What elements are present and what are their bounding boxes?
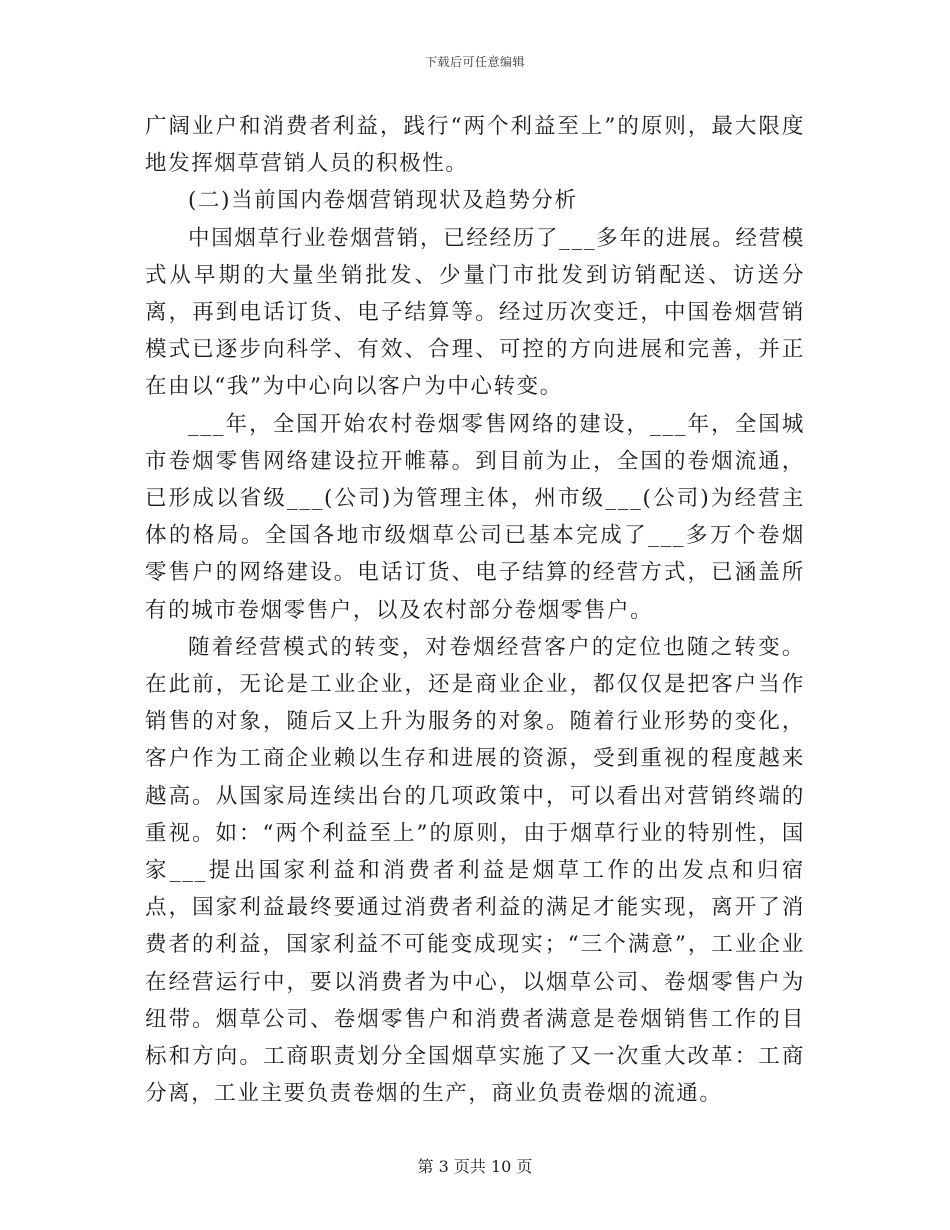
- paragraph-continuation: 广阔业户和消费者利益，践行“两个利益至上”的原则，最大限度地发挥烟草营销人员的积极性。: [145, 114, 805, 177]
- document-body: [145, 108, 805, 1112]
- paragraph: 随着经营模式的转变，对卷烟经营客户的定位也随之转变。在此前，无论是工业企业，还是商业企业，都仅仅是把客户当作销售的对象，随后又上升为服务的对象。随着行业形势的变化，客户作为工商企业赖以生存和进展的资源，受到重视的程度越来越高。从国家局连续出台的几项政策中，可以看出对营销终端的重视。如：“两个利益至上”的原则，由于烟草行业的特别性，国家___提出国家利益和消费者利益是烟草工作的出发点和归宿点，国家利益最终要通过消费者利益的满足才能实现，离开了消费者的利益，国家利益不可能变成现实；“三个满意”，工业企业在经营运行中，要以消费者为中心，以烟草公司、卷烟零售户为纽带。烟草公司、卷烟零售户和消费者满意是卷烟销售工作的目标和方向。工商职责划分全国烟草实施了又一次重大改革：工商分离，工业主要负责卷烟的生产，商业负责卷烟的流通。: [145, 634, 805, 1107]
- paragraph: 中国烟草行业卷烟营销，已经经历了___多年的进展。经营模式从早期的大量坐销批发、少量门市批发到访销配送、访送分离，再到电话订货、电子结算等。经过历次变迁，中国卷烟营销模式已逐步向科学、有效、合理、可控的方向进展和完善，并正在由以“我”为中心向以客户为中心转变。: [145, 225, 805, 400]
- section-heading: (二)当前国内卷烟营销现状及趋势分析: [188, 188, 578, 214]
- page-footer: 第 3 页共 10 页: [417, 1157, 533, 1176]
- paragraph: ___年，全国开始农村卷烟零售网络的建设，___年，全国城市卷烟零售网络建设拉开帷幕。到目前为止，全国的卷烟流通，已形成以省级___(公司)为管理主体，州市级___(公司)为经营主体的格局。全国各地市级烟草公司已基本完成了___多万个卷烟零售户的网络建设。电话订货、电子结算的经营方式，已涵盖所有的城市卷烟零售户，以及农村部分卷烟零售户。: [145, 411, 805, 623]
- page-header: 下载后可任意编辑: [424, 55, 525, 69]
